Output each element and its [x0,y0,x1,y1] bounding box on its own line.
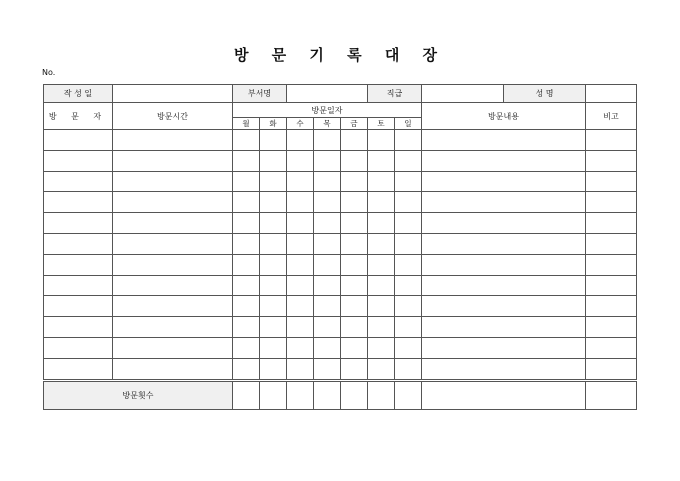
visit-time-cell[interactable] [113,130,233,151]
day-header-wed: 수 [287,118,314,130]
count-content-cell[interactable] [422,380,586,409]
day-mon-cell[interactable] [233,213,260,234]
page-title: 방 문 기 록 대 장 [233,46,447,64]
rank-field[interactable] [422,85,504,103]
day-header-sun: 일 [395,118,422,130]
visit-time-cell[interactable] [113,233,233,254]
visitor-cell[interactable] [44,275,113,296]
day-sat-cell[interactable] [368,254,395,275]
day-fri-cell[interactable] [341,150,368,171]
count-thu-cell[interactable] [314,380,341,409]
day-header-thu: 목 [314,118,341,130]
day-thu-cell[interactable] [314,171,341,192]
visit-time-cell[interactable] [113,275,233,296]
visitor-cell[interactable] [44,130,113,151]
day-thu-cell[interactable] [314,233,341,254]
day-sun-cell[interactable] [395,213,422,234]
count-tue-cell[interactable] [260,380,287,409]
table-row [44,317,637,338]
day-mon-cell[interactable] [233,233,260,254]
day-thu-cell[interactable] [314,213,341,234]
visit-time-cell[interactable] [113,254,233,275]
author-date-label: 작 성 일 [44,85,113,103]
visitor-cell[interactable] [44,254,113,275]
visitor-header: 방 문 자 [44,103,113,130]
count-mon-cell[interactable] [233,380,260,409]
name-label: 성 명 [504,85,586,103]
visit-time-cell[interactable] [113,358,233,380]
table-row [44,213,637,234]
table-row [44,130,637,151]
visit-content-cell[interactable] [422,213,586,234]
day-wed-cell[interactable] [287,192,314,213]
day-sun-cell[interactable] [395,130,422,151]
day-fri-cell[interactable] [341,358,368,380]
count-sun-cell[interactable] [395,380,422,409]
day-tue-cell[interactable] [260,358,287,380]
day-sat-cell[interactable] [368,233,395,254]
day-sat-cell[interactable] [368,337,395,358]
day-sat-cell[interactable] [368,275,395,296]
day-fri-cell[interactable] [341,296,368,317]
count-fri-cell[interactable] [341,380,368,409]
day-sun-cell[interactable] [395,233,422,254]
visit-record-table [43,84,637,410]
visitor-cell[interactable] [44,171,113,192]
day-wed-cell[interactable] [287,275,314,296]
visitor-cell[interactable] [44,213,113,234]
table-row [44,275,637,296]
visit-time-cell[interactable] [113,337,233,358]
visit-content-cell[interactable] [422,296,586,317]
table-row [44,296,637,317]
day-sun-cell[interactable] [395,171,422,192]
day-fri-cell[interactable] [341,130,368,151]
day-sun-cell[interactable] [395,275,422,296]
day-wed-cell[interactable] [287,213,314,234]
day-sun-cell[interactable] [395,150,422,171]
remarks-cell[interactable] [586,296,637,317]
table-row [44,233,637,254]
visitor-cell[interactable] [44,337,113,358]
remarks-cell[interactable] [586,317,637,338]
day-thu-cell[interactable] [314,358,341,380]
table-row [44,171,637,192]
visitor-cell[interactable] [44,296,113,317]
day-sat-cell[interactable] [368,130,395,151]
department-label: 부서명 [233,85,287,103]
visit-count-label: 방문횟수 [44,380,233,409]
day-wed-cell[interactable] [287,317,314,338]
day-thu-cell[interactable] [314,192,341,213]
table-row [44,254,637,275]
day-sat-cell[interactable] [368,358,395,380]
visitor-cell[interactable] [44,150,113,171]
day-sun-cell[interactable] [395,254,422,275]
day-fri-cell[interactable] [341,275,368,296]
day-header-mon: 월 [233,118,260,130]
day-sun-cell[interactable] [395,337,422,358]
rank-label: 직급 [368,85,422,103]
visit-time-cell[interactable] [113,213,233,234]
day-wed-cell[interactable] [287,171,314,192]
day-thu-cell[interactable] [314,296,341,317]
info-row [44,85,637,103]
day-fri-cell[interactable] [341,192,368,213]
day-sun-cell[interactable] [395,358,422,380]
day-tue-cell[interactable] [260,275,287,296]
day-tue-cell[interactable] [260,254,287,275]
day-fri-cell[interactable] [341,317,368,338]
visitor-cell[interactable] [44,233,113,254]
day-mon-cell[interactable] [233,337,260,358]
count-sat-cell[interactable] [368,380,395,409]
remarks-cell[interactable] [586,130,637,151]
day-fri-cell[interactable] [341,254,368,275]
count-wed-cell[interactable] [287,380,314,409]
visitor-cell[interactable] [44,192,113,213]
table-row [44,358,637,380]
table-row [44,150,637,171]
visit-time-cell[interactable] [113,296,233,317]
day-wed-cell[interactable] [287,233,314,254]
visit-date-header: 방문일자 [233,103,422,118]
visit-content-cell[interactable] [422,171,586,192]
day-wed-cell[interactable] [287,254,314,275]
day-mon-cell[interactable] [233,130,260,151]
day-sun-cell[interactable] [395,296,422,317]
day-tue-cell[interactable] [260,317,287,338]
day-header-sat: 토 [368,118,395,130]
day-thu-cell[interactable] [314,130,341,151]
department-field[interactable] [287,85,368,103]
day-wed-cell[interactable] [287,337,314,358]
visit-content-header: 방문내용 [422,103,586,130]
visit-time-cell[interactable] [113,192,233,213]
day-sat-cell[interactable] [368,317,395,338]
visit-content-cell[interactable] [422,192,586,213]
day-sat-cell[interactable] [368,192,395,213]
visit-content-cell[interactable] [422,150,586,171]
visit-content-cell[interactable] [422,130,586,151]
day-thu-cell[interactable] [314,317,341,338]
visit-content-cell[interactable] [422,337,586,358]
table-row [44,192,637,213]
count-remarks-cell[interactable] [586,380,637,409]
day-thu-cell[interactable] [314,254,341,275]
remarks-cell[interactable] [586,275,637,296]
day-wed-cell[interactable] [287,358,314,380]
day-mon-cell[interactable] [233,150,260,171]
day-mon-cell[interactable] [233,296,260,317]
day-sun-cell[interactable] [395,317,422,338]
day-fri-cell[interactable] [341,171,368,192]
table-row [44,337,637,358]
day-tue-cell[interactable] [260,192,287,213]
visit-content-cell[interactable] [422,317,586,338]
visitor-cell[interactable] [44,317,113,338]
visit-time-header: 방문시간 [113,103,233,130]
day-tue-cell[interactable] [260,233,287,254]
day-header-tue: 화 [260,118,287,130]
visitor-cell[interactable] [44,358,113,380]
day-sat-cell[interactable] [368,296,395,317]
day-tue-cell[interactable] [260,337,287,358]
visit-content-cell[interactable] [422,275,586,296]
remarks-cell[interactable] [586,213,637,234]
day-fri-cell[interactable] [341,233,368,254]
author-date-field[interactable] [113,85,233,103]
day-tue-cell[interactable] [260,171,287,192]
remarks-cell[interactable] [586,337,637,358]
day-mon-cell[interactable] [233,358,260,380]
day-sun-cell[interactable] [395,192,422,213]
visit-content-cell[interactable] [422,254,586,275]
remarks-cell[interactable] [586,358,637,380]
day-mon-cell[interactable] [233,192,260,213]
day-thu-cell[interactable] [314,337,341,358]
day-thu-cell[interactable] [314,275,341,296]
day-thu-cell[interactable] [314,150,341,171]
doc-number-label: No. [42,68,56,77]
remarks-header: 비고 [586,103,637,130]
day-mon-cell[interactable] [233,317,260,338]
day-fri-cell[interactable] [341,337,368,358]
remarks-cell[interactable] [586,150,637,171]
day-mon-cell[interactable] [233,275,260,296]
day-fri-cell[interactable] [341,213,368,234]
day-mon-cell[interactable] [233,171,260,192]
day-wed-cell[interactable] [287,150,314,171]
day-sat-cell[interactable] [368,150,395,171]
day-sat-cell[interactable] [368,171,395,192]
visit-count-row [44,380,637,409]
remarks-cell[interactable] [586,192,637,213]
visit-time-cell[interactable] [113,317,233,338]
visit-content-cell[interactable] [422,358,586,380]
day-mon-cell[interactable] [233,254,260,275]
name-field[interactable] [586,85,637,103]
day-tue-cell[interactable] [260,150,287,171]
visit-content-cell[interactable] [422,233,586,254]
remarks-cell[interactable] [586,254,637,275]
day-tue-cell[interactable] [260,130,287,151]
day-wed-cell[interactable] [287,296,314,317]
visit-time-cell[interactable] [113,150,233,171]
day-wed-cell[interactable] [287,130,314,151]
header-row [44,103,637,118]
day-tue-cell[interactable] [260,213,287,234]
day-sat-cell[interactable] [368,213,395,234]
day-tue-cell[interactable] [260,296,287,317]
day-header-fri: 금 [341,118,368,130]
remarks-cell[interactable] [586,171,637,192]
remarks-cell[interactable] [586,233,637,254]
visit-time-cell[interactable] [113,171,233,192]
